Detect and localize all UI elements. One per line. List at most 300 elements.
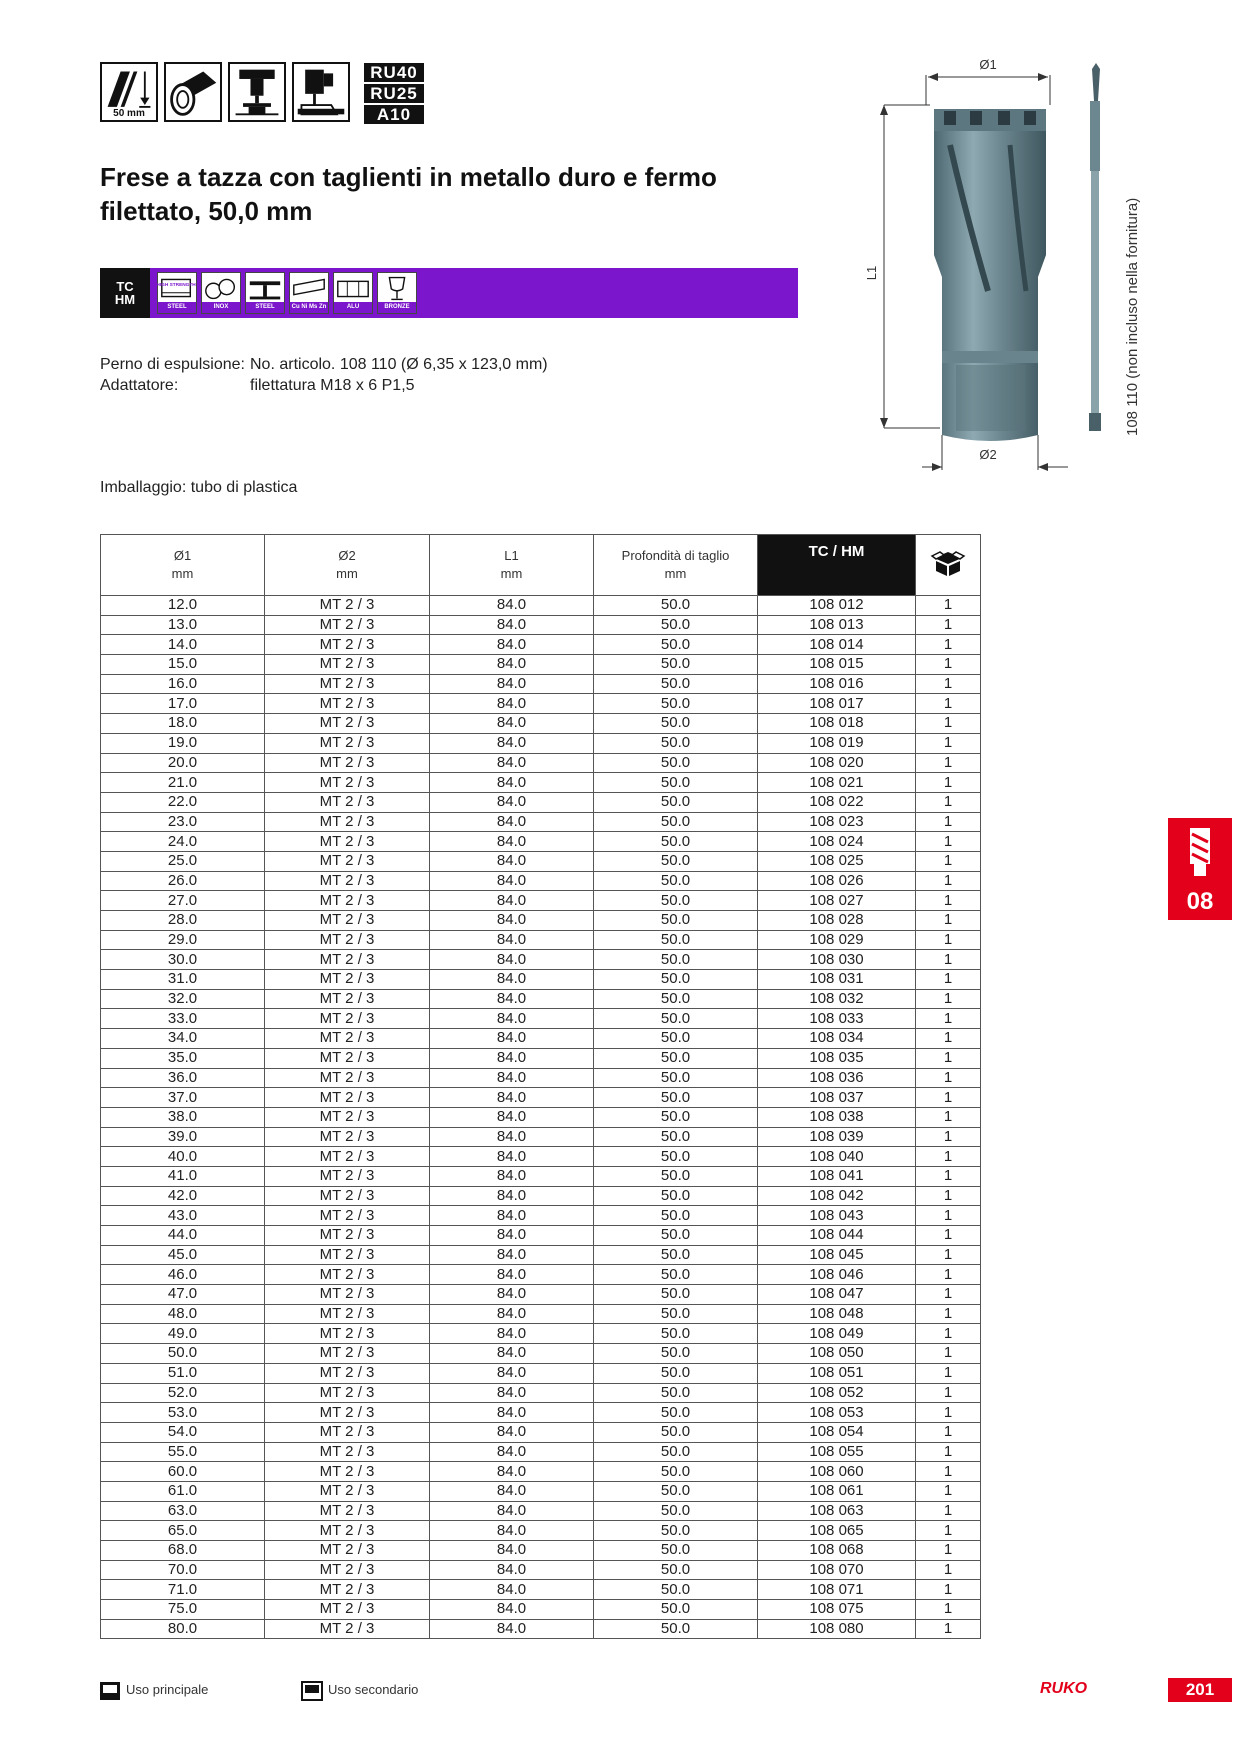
cell-d1: 42.0 [101, 1186, 265, 1206]
cell-d2: MT 2 / 3 [265, 1541, 430, 1561]
cell-d1: 23.0 [101, 812, 265, 832]
cell-package-qty: 1 [916, 1304, 981, 1324]
cell-cutting-depth: 50.0 [594, 1226, 758, 1246]
material-label: INOX [202, 302, 240, 313]
cell-cutting-depth: 50.0 [594, 1560, 758, 1580]
table-row [101, 753, 981, 773]
cell-d1: 22.0 [101, 792, 265, 812]
cell-package-qty: 1 [916, 635, 981, 655]
cell-cutting-depth: 50.0 [594, 596, 758, 616]
cell-l1: 84.0 [430, 1048, 594, 1068]
cell-d2: MT 2 / 3 [265, 1265, 430, 1285]
cell-d2: MT 2 / 3 [265, 655, 430, 675]
cell-package-qty: 1 [916, 891, 981, 911]
cell-d2: MT 2 / 3 [265, 1560, 430, 1580]
cell-cutting-depth: 50.0 [594, 832, 758, 852]
cell-article-number: 108 015 [758, 655, 916, 675]
bronze-cup-icon [378, 273, 416, 303]
table-row [101, 1088, 981, 1108]
cell-d2: MT 2 / 3 [265, 1068, 430, 1088]
cell-article-number: 108 065 [758, 1521, 916, 1541]
cell-package-qty: 1 [916, 812, 981, 832]
cell-l1: 84.0 [430, 1068, 594, 1088]
cell-package-qty: 1 [916, 1147, 981, 1167]
cell-package-qty: 1 [916, 930, 981, 950]
cell-l1: 84.0 [430, 851, 594, 871]
cell-d1: 40.0 [101, 1147, 265, 1167]
cell-article-number: 108 012 [758, 596, 916, 616]
cell-d2: MT 2 / 3 [265, 1226, 430, 1246]
cell-d2: MT 2 / 3 [265, 832, 430, 852]
cell-article-number: 108 041 [758, 1166, 916, 1186]
cell-cutting-depth: 50.0 [594, 989, 758, 1009]
cell-package-qty: 1 [916, 596, 981, 616]
cell-d2: MT 2 / 3 [265, 1088, 430, 1108]
table-row [101, 635, 981, 655]
cell-d2: MT 2 / 3 [265, 694, 430, 714]
cell-article-number: 108 052 [758, 1383, 916, 1403]
depth-label: 50 mm [113, 108, 145, 119]
cell-cutting-depth: 50.0 [594, 1501, 758, 1521]
cell-cutting-depth: 50.0 [594, 1521, 758, 1541]
table-row [101, 950, 981, 970]
cell-cutting-depth: 50.0 [594, 950, 758, 970]
cell-l1: 84.0 [430, 635, 594, 655]
cell-d2: MT 2 / 3 [265, 891, 430, 911]
cell-package-qty: 1 [916, 1245, 981, 1265]
cell-d1: 39.0 [101, 1127, 265, 1147]
table-row [101, 1403, 981, 1423]
cell-l1: 84.0 [430, 753, 594, 773]
cell-cutting-depth: 50.0 [594, 1481, 758, 1501]
table-row [101, 1048, 981, 1068]
cell-cutting-depth: 50.0 [594, 1422, 758, 1442]
cell-l1: 84.0 [430, 1265, 594, 1285]
table-row [101, 1501, 981, 1521]
cell-package-qty: 1 [916, 714, 981, 734]
cell-l1: 84.0 [430, 1304, 594, 1324]
cell-d2: MT 2 / 3 [265, 1422, 430, 1442]
cell-cutting-depth: 50.0 [594, 1541, 758, 1561]
table-row [101, 1344, 981, 1364]
drill-press-icon [230, 64, 284, 120]
cell-l1: 84.0 [430, 1088, 594, 1108]
cell-package-qty: 1 [916, 1206, 981, 1226]
table-row [101, 930, 981, 950]
cell-d1: 17.0 [101, 694, 265, 714]
cell-cutting-depth: 50.0 [594, 1245, 758, 1265]
table-row [101, 792, 981, 812]
table-row [101, 1580, 981, 1600]
material-label: STEEL [158, 302, 196, 313]
material-steel-high-strength [157, 272, 197, 314]
cell-l1: 84.0 [430, 1107, 594, 1127]
cell-d2: MT 2 / 3 [265, 714, 430, 734]
table-row [101, 1600, 981, 1620]
cell-cutting-depth: 50.0 [594, 1048, 758, 1068]
cell-cutting-depth: 50.0 [594, 871, 758, 891]
cell-article-number: 108 032 [758, 989, 916, 1009]
cell-l1: 84.0 [430, 989, 594, 1009]
cell-article-number: 108 053 [758, 1403, 916, 1423]
cell-d2: MT 2 / 3 [265, 1009, 430, 1029]
cell-cutting-depth: 50.0 [594, 1147, 758, 1167]
cell-d1: 14.0 [101, 635, 265, 655]
cell-d1: 37.0 [101, 1088, 265, 1108]
cell-article-number: 108 017 [758, 694, 916, 714]
cell-d2: MT 2 / 3 [265, 989, 430, 1009]
cell-d1: 80.0 [101, 1619, 265, 1639]
cell-package-qty: 1 [916, 1265, 981, 1285]
cell-d2: MT 2 / 3 [265, 1521, 430, 1541]
material-label: Cu Ni Ms Zn [290, 302, 328, 313]
d2-label: Ø2 [979, 447, 997, 462]
cell-d1: 46.0 [101, 1265, 265, 1285]
cell-d1: 48.0 [101, 1304, 265, 1324]
cell-article-number: 108 021 [758, 773, 916, 793]
cell-cutting-depth: 50.0 [594, 773, 758, 793]
cell-d1: 13.0 [101, 615, 265, 635]
cell-cutting-depth: 50.0 [594, 1462, 758, 1482]
cell-package-qty: 1 [916, 1383, 981, 1403]
cell-d2: MT 2 / 3 [265, 950, 430, 970]
cell-package-qty: 1 [916, 1580, 981, 1600]
cell-article-number: 108 045 [758, 1245, 916, 1265]
adapter-value: filettatura M18 x 6 P1,5 [250, 377, 415, 394]
inox-pipes-icon [202, 273, 240, 303]
cell-article-number: 108 080 [758, 1619, 916, 1639]
material-nonferrous [289, 272, 329, 314]
cell-package-qty: 1 [916, 1088, 981, 1108]
cell-d1: 29.0 [101, 930, 265, 950]
cell-d1: 54.0 [101, 1422, 265, 1442]
col-cutting-depth: Profondità di taglio mm [594, 535, 758, 596]
cell-d2: MT 2 / 3 [265, 792, 430, 812]
cell-article-number: 108 014 [758, 635, 916, 655]
ejector-pin-note: 108 110 (non incluso nella fornitura) [1124, 197, 1141, 436]
table-row [101, 1324, 981, 1344]
cell-d2: MT 2 / 3 [265, 1442, 430, 1462]
table-row [101, 812, 981, 832]
cell-package-qty: 1 [916, 1127, 981, 1147]
table-row [101, 694, 981, 714]
cell-d2: MT 2 / 3 [265, 1304, 430, 1324]
table-row [101, 773, 981, 793]
cell-package-qty: 1 [916, 1107, 981, 1127]
cell-d2: MT 2 / 3 [265, 1403, 430, 1423]
table-header [100, 534, 981, 596]
cell-l1: 84.0 [430, 1226, 594, 1246]
cell-d1: 63.0 [101, 1501, 265, 1521]
cell-article-number: 108 060 [758, 1462, 916, 1482]
cell-d1: 25.0 [101, 851, 265, 871]
cell-package-qty: 1 [916, 1009, 981, 1029]
table-row [101, 1285, 981, 1305]
cell-package-qty: 1 [916, 1029, 981, 1049]
cell-l1: 84.0 [430, 1344, 594, 1364]
col-d1: Ø1 mm [101, 535, 265, 596]
cell-cutting-depth: 50.0 [594, 1442, 758, 1462]
cell-package-qty: 1 [916, 911, 981, 931]
table-row [101, 714, 981, 734]
cell-article-number: 108 018 [758, 714, 916, 734]
cell-article-number: 108 023 [758, 812, 916, 832]
cell-l1: 84.0 [430, 1363, 594, 1383]
cell-cutting-depth: 50.0 [594, 615, 758, 635]
cell-cutting-depth: 50.0 [594, 1009, 758, 1029]
cell-article-number: 108 044 [758, 1226, 916, 1246]
cell-d2: MT 2 / 3 [265, 1107, 430, 1127]
cell-d2: MT 2 / 3 [265, 773, 430, 793]
table-row [101, 832, 981, 852]
secondary-use-icon [302, 1682, 322, 1700]
cell-l1: 84.0 [430, 596, 594, 616]
cell-d2: MT 2 / 3 [265, 1462, 430, 1482]
magnetic-drill-pictogram [292, 62, 350, 122]
cell-cutting-depth: 50.0 [594, 753, 758, 773]
cell-d2: MT 2 / 3 [265, 851, 430, 871]
cell-d1: 12.0 [101, 596, 265, 616]
l1-label: L1 [864, 265, 879, 281]
primary-use-label: Uso principale [126, 1682, 209, 1697]
cell-l1: 84.0 [430, 1422, 594, 1442]
cell-d2: MT 2 / 3 [265, 812, 430, 832]
cell-d2: MT 2 / 3 [265, 753, 430, 773]
cell-d2: MT 2 / 3 [265, 1501, 430, 1521]
cell-package-qty: 1 [916, 851, 981, 871]
cell-article-number: 108 020 [758, 753, 916, 773]
core-drill-drawing [864, 55, 1110, 485]
cell-l1: 84.0 [430, 674, 594, 694]
cell-d2: MT 2 / 3 [265, 1048, 430, 1068]
core-drill-icon [1186, 826, 1214, 878]
packaging-note: Imballaggio: tubo di plastica [100, 479, 298, 496]
table-row [101, 1481, 981, 1501]
cell-package-qty: 1 [916, 753, 981, 773]
cell-d2: MT 2 / 3 [265, 970, 430, 990]
cell-package-qty: 1 [916, 989, 981, 1009]
cell-d2: MT 2 / 3 [265, 733, 430, 753]
high-strength-steel-icon [158, 273, 196, 303]
cell-d2: MT 2 / 3 [265, 930, 430, 950]
cell-l1: 84.0 [430, 733, 594, 753]
table-row [101, 1186, 981, 1206]
table-row [101, 1304, 981, 1324]
page-number: 201 [1168, 1678, 1232, 1702]
cell-article-number: 108 070 [758, 1560, 916, 1580]
secondary-use-label: Uso secondario [328, 1682, 419, 1697]
cell-cutting-depth: 50.0 [594, 1265, 758, 1285]
table-row [101, 1541, 981, 1561]
pipe-icon [166, 64, 220, 120]
cell-d1: 36.0 [101, 1068, 265, 1088]
cell-d1: 27.0 [101, 891, 265, 911]
table-row [101, 615, 981, 635]
high-strength-label: HIGH STRENGTH [156, 283, 196, 289]
cell-l1: 84.0 [430, 1403, 594, 1423]
cell-d1: 52.0 [101, 1383, 265, 1403]
cell-package-qty: 1 [916, 871, 981, 891]
cell-d2: MT 2 / 3 [265, 1029, 430, 1049]
cell-cutting-depth: 50.0 [594, 1600, 758, 1620]
cell-cutting-depth: 50.0 [594, 812, 758, 832]
cell-package-qty: 1 [916, 970, 981, 990]
table-row [101, 911, 981, 931]
cell-cutting-depth: 50.0 [594, 1383, 758, 1403]
cell-article-number: 108 040 [758, 1147, 916, 1167]
cell-cutting-depth: 50.0 [594, 891, 758, 911]
col-d2: Ø2 mm [265, 535, 430, 596]
cell-package-qty: 1 [916, 1285, 981, 1305]
table-row [101, 1166, 981, 1186]
cell-cutting-depth: 50.0 [594, 1403, 758, 1423]
cell-cutting-depth: 50.0 [594, 1285, 758, 1305]
cell-d2: MT 2 / 3 [265, 1206, 430, 1226]
col-l1: L1 mm [430, 535, 594, 596]
cell-d1: 33.0 [101, 1009, 265, 1029]
adapter-label: Adattatore: [100, 377, 179, 394]
cell-l1: 84.0 [430, 970, 594, 990]
cell-d1: 55.0 [101, 1442, 265, 1462]
table-row [101, 1009, 981, 1029]
cell-package-qty: 1 [916, 1481, 981, 1501]
cell-package-qty: 1 [916, 1521, 981, 1541]
cell-l1: 84.0 [430, 714, 594, 734]
cell-l1: 84.0 [430, 950, 594, 970]
table-row [101, 596, 981, 616]
cell-l1: 84.0 [430, 1245, 594, 1265]
cell-article-number: 108 047 [758, 1285, 916, 1305]
cell-package-qty: 1 [916, 615, 981, 635]
cell-l1: 84.0 [430, 1166, 594, 1186]
cell-cutting-depth: 50.0 [594, 1206, 758, 1226]
cell-package-qty: 1 [916, 1442, 981, 1462]
steel-profile-icon [246, 273, 284, 303]
cell-l1: 84.0 [430, 812, 594, 832]
cell-article-number: 108 027 [758, 891, 916, 911]
page-title: Frese a tazza con taglienti in metallo duro e fermo filettato, 50,0 mm [100, 162, 717, 226]
model-ru25: RU25 [364, 84, 424, 103]
cell-article-number: 108 033 [758, 1009, 916, 1029]
cell-d1: 16.0 [101, 674, 265, 694]
cell-d2: MT 2 / 3 [265, 1147, 430, 1167]
cell-package-qty: 1 [916, 1068, 981, 1088]
model-a10: A10 [364, 105, 424, 124]
cell-d1: 60.0 [101, 1462, 265, 1482]
table-row [101, 655, 981, 675]
pipe-pictogram [164, 62, 222, 122]
cell-package-qty: 1 [916, 1186, 981, 1206]
table-row [101, 1029, 981, 1049]
cell-cutting-depth: 50.0 [594, 1127, 758, 1147]
cell-package-qty: 1 [916, 1619, 981, 1639]
cell-article-number: 108 025 [758, 851, 916, 871]
table-row [101, 1383, 981, 1403]
cell-d1: 51.0 [101, 1363, 265, 1383]
table-row [101, 1068, 981, 1088]
cell-package-qty: 1 [916, 1600, 981, 1620]
cell-cutting-depth: 50.0 [594, 1324, 758, 1344]
table-row [101, 891, 981, 911]
table-row [101, 1560, 981, 1580]
cell-d1: 38.0 [101, 1107, 265, 1127]
ejector-label: Perno di espulsione: [100, 356, 245, 373]
table-row [101, 733, 981, 753]
cell-d1: 41.0 [101, 1166, 265, 1186]
cell-d1: 71.0 [101, 1580, 265, 1600]
table-row [101, 1442, 981, 1462]
cell-cutting-depth: 50.0 [594, 1107, 758, 1127]
table-row [101, 1107, 981, 1127]
material-inox [201, 272, 241, 314]
cell-d2: MT 2 / 3 [265, 911, 430, 931]
cell-article-number: 108 046 [758, 1265, 916, 1285]
cell-article-number: 108 030 [758, 950, 916, 970]
cell-article-number: 108 068 [758, 1541, 916, 1561]
cell-cutting-depth: 50.0 [594, 694, 758, 714]
cell-package-qty: 1 [916, 1501, 981, 1521]
cell-l1: 84.0 [430, 871, 594, 891]
cell-l1: 84.0 [430, 1560, 594, 1580]
cell-article-number: 108 029 [758, 930, 916, 950]
cell-d1: 32.0 [101, 989, 265, 1009]
col-article-number: TC / HM [758, 535, 916, 596]
nonferrous-sheet-icon [290, 273, 328, 303]
cell-package-qty: 1 [916, 832, 981, 852]
table-row [101, 1619, 981, 1639]
cell-article-number: 108 042 [758, 1186, 916, 1206]
cutting-depth-pictogram [100, 62, 158, 122]
cell-article-number: 108 043 [758, 1206, 916, 1226]
cell-article-number: 108 055 [758, 1442, 916, 1462]
cell-d2: MT 2 / 3 [265, 871, 430, 891]
cell-d2: MT 2 / 3 [265, 1245, 430, 1265]
cell-l1: 84.0 [430, 1481, 594, 1501]
cell-article-number: 108 019 [758, 733, 916, 753]
cell-package-qty: 1 [916, 733, 981, 753]
cell-l1: 84.0 [430, 832, 594, 852]
magnetic-drill-icon [294, 64, 348, 120]
cell-cutting-depth: 50.0 [594, 911, 758, 931]
cell-cutting-depth: 50.0 [594, 1029, 758, 1049]
cell-package-qty: 1 [916, 773, 981, 793]
box-icon [930, 548, 966, 578]
cell-l1: 84.0 [430, 1619, 594, 1639]
table-row [101, 1462, 981, 1482]
cell-article-number: 108 039 [758, 1127, 916, 1147]
table-row [101, 1245, 981, 1265]
cell-cutting-depth: 50.0 [594, 733, 758, 753]
table-row [101, 1422, 981, 1442]
cell-package-qty: 1 [916, 950, 981, 970]
cell-package-qty: 1 [916, 1324, 981, 1344]
cell-d2: MT 2 / 3 [265, 1186, 430, 1206]
cell-d1: 30.0 [101, 950, 265, 970]
cell-l1: 84.0 [430, 1147, 594, 1167]
cell-d1: 75.0 [101, 1600, 265, 1620]
cell-article-number: 108 036 [758, 1068, 916, 1088]
cell-package-qty: 1 [916, 694, 981, 714]
material-label: ALU [334, 302, 372, 313]
cell-article-number: 108 013 [758, 615, 916, 635]
article-table-body [101, 596, 981, 1639]
table-row [101, 851, 981, 871]
cell-d1: 24.0 [101, 832, 265, 852]
material-bronze [377, 272, 417, 314]
cell-package-qty: 1 [916, 1541, 981, 1561]
cell-d1: 35.0 [101, 1048, 265, 1068]
primary-use-legend [100, 1680, 208, 1700]
